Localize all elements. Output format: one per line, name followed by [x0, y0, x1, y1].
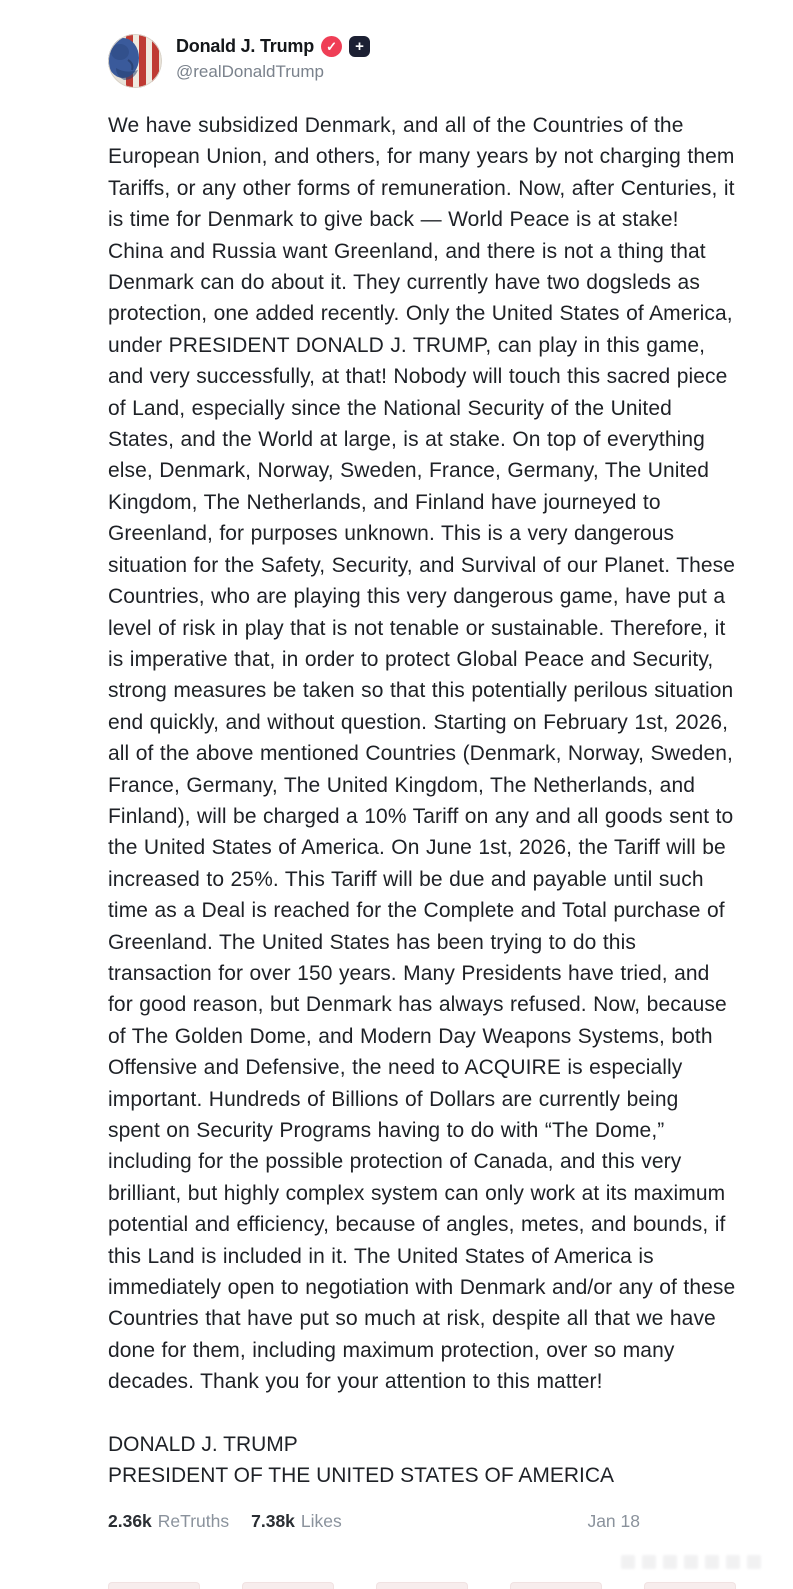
flag-face-avatar-image — [108, 34, 162, 88]
signature-name-line: DONALD J. TRUMP — [108, 1432, 298, 1456]
author-name[interactable]: Donald J. Trump — [176, 36, 315, 56]
watermark-tail — [603, 1550, 617, 1580]
likes-label: Likes — [300, 1511, 342, 1532]
post-date: Jan 18 — [587, 1511, 640, 1532]
truth-plus-badge-icon — [349, 36, 370, 57]
post-stats-row — [108, 1511, 736, 1532]
cutoff-bottom-row — [108, 1582, 736, 1589]
cutoff-element — [242, 1582, 334, 1589]
verified-badge-icon — [321, 36, 342, 57]
retruths-stat[interactable] — [108, 1511, 229, 1532]
likes-stat[interactable] — [251, 1511, 342, 1532]
retruths-count: 2.36k — [108, 1511, 152, 1532]
verified-check-glyph: ✓ — [326, 39, 337, 54]
post-signature — [108, 1429, 736, 1492]
post-body-text: We have subsidized Denmark, and all of the Countries of the European Union, and others, for many years by not charging them Tariffs, or any other forms of remuneration. Now, after Centuries, it is time for Denmark to give back — World Peace is at stake! China and Russia want Greenland, and there is not a thing that Denmark can do about it. They currently have two dogsleds as protection, one added recently. Only the United States of America, under PRESIDENT DONALD J. TRUMP, can play in this game, and very successfully, at that! Nobody will touch this sacred piece of Land, especially since the National Security of the United States, and the World at large, is at stake. On top of everything else, Denmark, Norway, Sweden, France, Germany, The United Kingdom, The Netherlands, and Finland have journeyed to Greenland, for purposes unknown. This is a very dangerous situation for the Safety, Security, and Survival of our Planet. These Countries, who are playing this very dangerous game, have put a level of risk in play that is not tenable or sustainable. Therefore, it is imperative that, in order to protect Global Peace and Security, strong measures be taken so that this potentially perilous situation end quickly, and without question. Starting on February 1st, 2026, all of the above mentioned Countries (Denmark, Norway, Sweden, France, Germany, The United Kingdom, The Netherlands, and Finland), will be charged a 10% Tariff on any and all goods sent to the United States of America. On June 1st, 2026, the Tariff will be increased to 25%. This Tariff will be due and payable until such time as a Deal is reached for the Complete and Total purchase of Greenland. The United States has been trying to do this transaction for over 150 years. Many Presidents have tried, and for good reason, but Denmark has always refused. Now, because of The Golden Dome, and Modern Day Weapons Systems, both Offensive and Defensive, the need to ACQUIRE is especially important. Hundreds of Billions of Dollars are currently being spent on Security Programs having to do with “The Dome,” including for the possible protection of Canada, and this very brilliant, but highly complex system can only work at its maximum potential and efficiency, because of angles, metes, and bounds, if this Land is included in it. The United States of America is immediately open to negotiation with Denmark and/or any of these Countries that have put so much at risk, despite all that we have done for them, including maximum protection, over so many decades. Thank you for your attention to this matter! — [108, 114, 736, 1394]
retruths-label: ReTruths — [157, 1511, 230, 1532]
cutoff-element — [376, 1582, 468, 1589]
cutoff-element — [644, 1582, 736, 1589]
post-header — [108, 34, 736, 88]
watermark-glyphs — [621, 1555, 761, 1569]
signature-title-line: PRESIDENT OF THE UNITED STATES OF AMERICA — [108, 1464, 615, 1488]
author-handle[interactable]: @realDonaldTrump — [176, 62, 324, 81]
watermark-overlay — [607, 1546, 793, 1582]
cutoff-element — [108, 1582, 200, 1589]
author-avatar[interactable] — [108, 34, 162, 88]
cutoff-element — [510, 1582, 602, 1589]
likes-count: 7.38k — [251, 1511, 295, 1532]
plus-glyph: + — [355, 38, 364, 55]
